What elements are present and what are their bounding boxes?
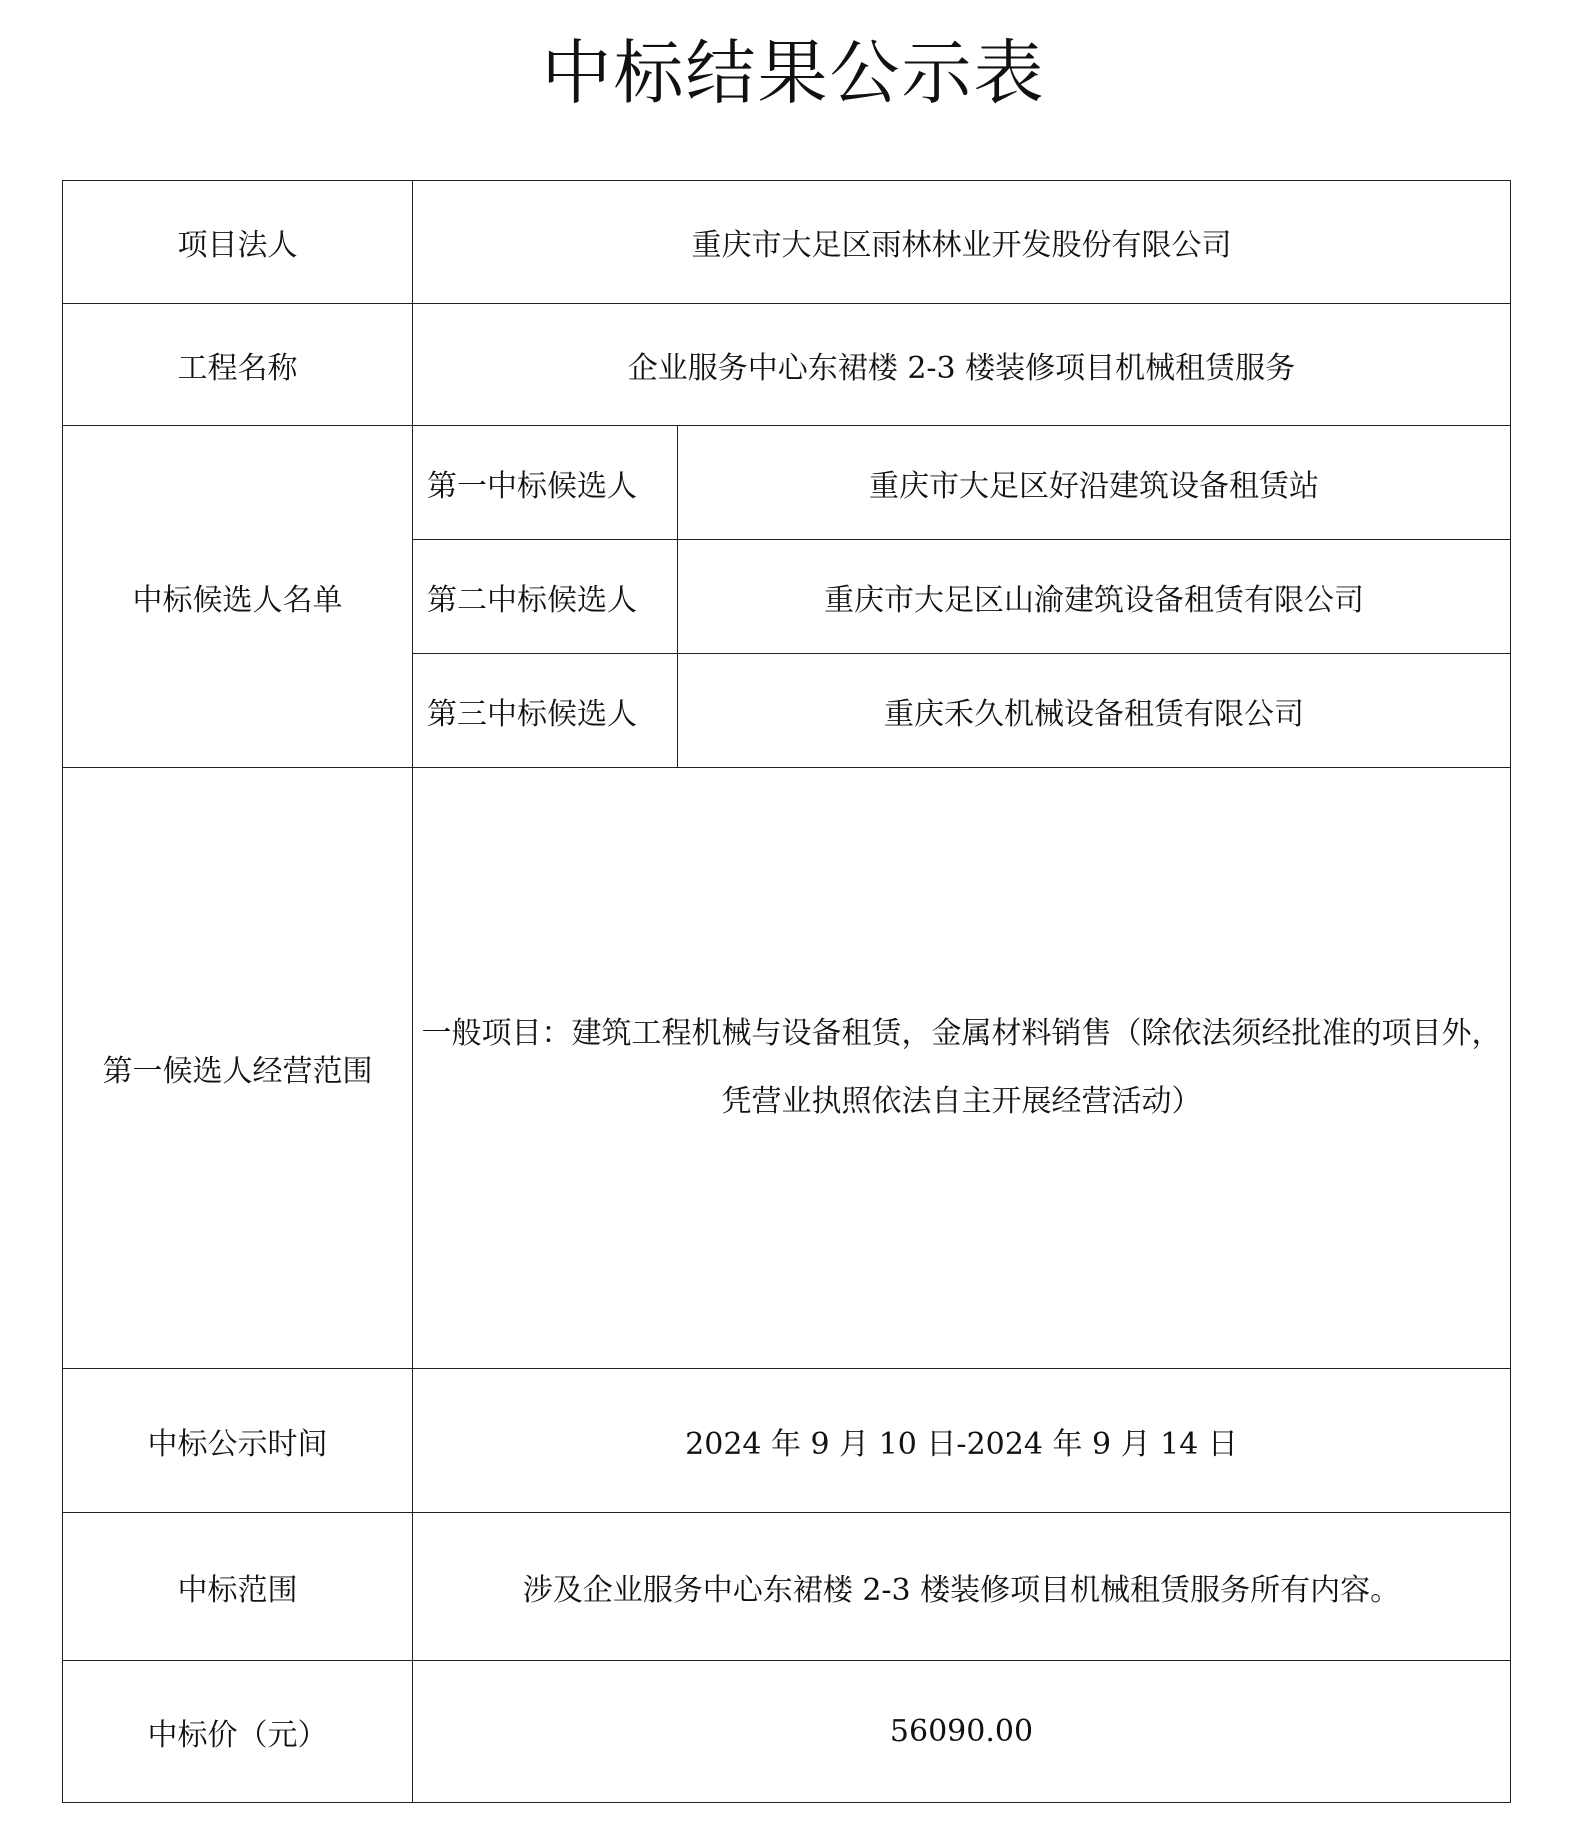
row-candidate-1: [63, 426, 1511, 540]
project-name-label: 工程名称: [63, 304, 413, 426]
award-scope-label: 中标范围: [63, 1513, 413, 1661]
page-title: 中标结果公示表: [541, 32, 1046, 114]
business-scope-value: 一般项目：建筑工程机械与设备租赁，金属材料销售（除依法须经批准的项目外，凭营业执照依法自主开展经营活动）: [413, 768, 1511, 1369]
result-table: [62, 180, 1511, 1803]
award-price-value: 56090.00: [413, 1661, 1511, 1803]
candidate-2-rank: 第二中标候选人: [413, 540, 678, 654]
row-publicity-time: [63, 1369, 1511, 1513]
candidate-3-name: 重庆禾久机械设备租赁有限公司: [678, 654, 1511, 768]
row-award-price: [63, 1661, 1511, 1803]
legal-person-value: 重庆市大足区雨林林业开发股份有限公司: [413, 181, 1511, 304]
publicity-time-label: 中标公示时间: [63, 1369, 413, 1513]
publicity-time-value: 2024 年 9 月 10 日-2024 年 9 月 14 日: [413, 1369, 1511, 1513]
legal-person-label: 项目法人: [63, 181, 413, 304]
row-award-scope: [63, 1513, 1511, 1661]
candidates-label: 中标候选人名单: [63, 426, 413, 768]
award-scope-value: 涉及企业服务中心东裙楼 2-3 楼装修项目机械租赁服务所有内容。: [413, 1513, 1511, 1661]
candidate-1-rank: 第一中标候选人: [413, 426, 678, 540]
row-project-name: [63, 304, 1511, 426]
candidate-1-name: 重庆市大足区好沿建筑设备租赁站: [678, 426, 1511, 540]
project-name-value: 企业服务中心东裙楼 2-3 楼装修项目机械租赁服务: [413, 304, 1511, 426]
candidate-2-name: 重庆市大足区山渝建筑设备租赁有限公司: [678, 540, 1511, 654]
row-legal-person: [63, 181, 1511, 304]
business-scope-label: 第一候选人经营范围: [63, 768, 413, 1369]
row-business-scope: [63, 768, 1511, 1369]
candidate-3-rank: 第三中标候选人: [413, 654, 678, 768]
award-price-label: 中标价（元）: [63, 1661, 413, 1803]
